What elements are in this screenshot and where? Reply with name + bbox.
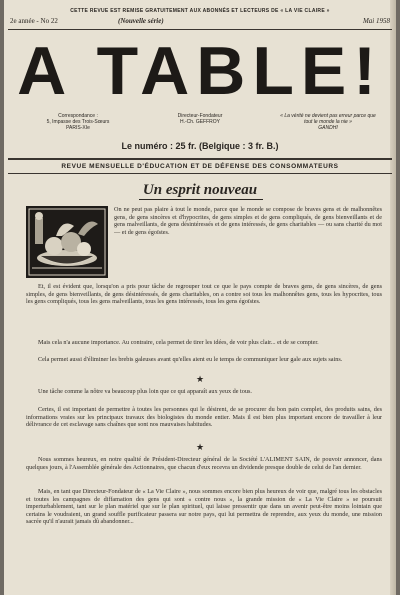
newspaper-page [4, 0, 396, 595]
issue-date: Mai 1958 [362, 17, 390, 25]
article-paragraph-3: Mais cela n'a aucune importance. Au contraire, cela permet de tirer les idées, de voir plus clair... et de se compter. [38, 339, 319, 346]
still-life-illustration [26, 206, 108, 278]
issue-number: 2e année - No 22 [10, 17, 58, 25]
subtitle-rule-top [8, 158, 392, 160]
article-paragraph-6: Certes, il est important de permettre à toutes les personnes qui le désirent, de se procurer du bon pain complet, des produits sains, des informations vraies sur les principaux travaux des biologistes du monde entier. Mais il est bien plus important encore de travailler à leur délivrance de cet esclavage sans chaînes que sont nos mauvaises habitudes. [26, 406, 382, 429]
section-separator-star: ★ [195, 442, 205, 452]
article-paragraph-8: Mais, en tant que Directeur-Fondateur de « La Vie Claire », nous sommes encore bien plus heureux de voir que, malgré tous les obstacles et toutes les campagnes de diffamation des gens qui sont « contre nous », la grande mission de « La Vie Claire » se poursuit imperturbablement, tant sur le plan matériel que sur le plan spirituel, qui laisse pressentir que dans un avenir peut-être moins lointain que certains le voudraient, un grand souffle purificateur passera sur notre pays, qui lui permettra de reprendre, aux yeux du monde, une mission sacrée qu'il n'aurait jamais dû abandonner... [26, 488, 382, 526]
price-line: Le numéro : 25 fr. (Belgique : 3 fr. B.) [121, 141, 279, 151]
article-paragraph-5: Une tâche comme la nôtre va beaucoup plus loin que ce qui apparaît aux yeux de tous. [38, 388, 252, 395]
masthead-title: A TABLE! [17, 33, 383, 109]
article-title-underline [139, 199, 263, 200]
correspondence-address: Correspondance : 5, Impasse des Trois-Sœurs PARIS-XIe [46, 113, 110, 131]
article-title: Un esprit nouveau [142, 182, 258, 198]
issue-meta-row [10, 17, 390, 28]
article-paragraph-1: On ne peut pas plaire à tout le monde, parce que le monde se compose de braves gens et de malhonnêtes gens, de gens sincères et d'hypocrites, de gens simples et de gens compliqués, de gens bienveillants et de gens malveillants, de gens désintéressés et de gens intéressés, de gens charitables — ou sans charité du mot — et de gens égoïstes. [114, 206, 382, 236]
fruit-bowl-illustration-icon [26, 206, 108, 278]
article-paragraph-2: Et, il est évident que, lorsqu'on a pris pour tâche de regrouper tout ce que le pays compte de braves gens, de gens sincères, de gens simples, de gens bienveillants, de gens désintéressés, de gens charitables, on a contre soi tous les malhonnêtes gens, tous les hypocrites, tous les gens compliqués, tous les gens malveillants, tous les gens intéressés, tous les gens égoïstes. [26, 283, 382, 306]
top-notice: CETTE REVUE EST REMISE GRATUITEMENT AUX ABONNÉS ET LECTEURS DE « LA VIE CLAIRE » [70, 8, 330, 14]
section-separator-star: ★ [195, 374, 205, 384]
series-label: (Nouvelle série) [118, 17, 164, 25]
article-paragraph-7: Nous sommes heureux, en notre qualité de Président-Directeur général de la Société L'ALIMENT SAIN, de pouvoir annoncer, dans quelques jours, à l'Assemblée générale des Actionnaires, que chacun d'eux recevra un dividende presque double de celui de l'an dernier. [26, 456, 382, 471]
header-rule [8, 29, 392, 30]
subtitle-rule-bottom [8, 173, 392, 174]
review-subtitle: REVUE MENSUELLE D'ÉDUCATION ET DE DÉFENSE DES CONSOMMATEURS [61, 163, 339, 170]
article-paragraph-4: Cela permet aussi d'éliminer les brebis galeuses avant qu'elles aient eu le temps de communiquer leur gale aux sujets sains. [38, 356, 343, 363]
gandhi-quote: « La vérité ne devient pas erreur parce que tout le monde la nie » GANDHI [280, 113, 376, 131]
director-info: Directeur-Fondateur H.-Ch. GEFFROY [177, 113, 223, 125]
